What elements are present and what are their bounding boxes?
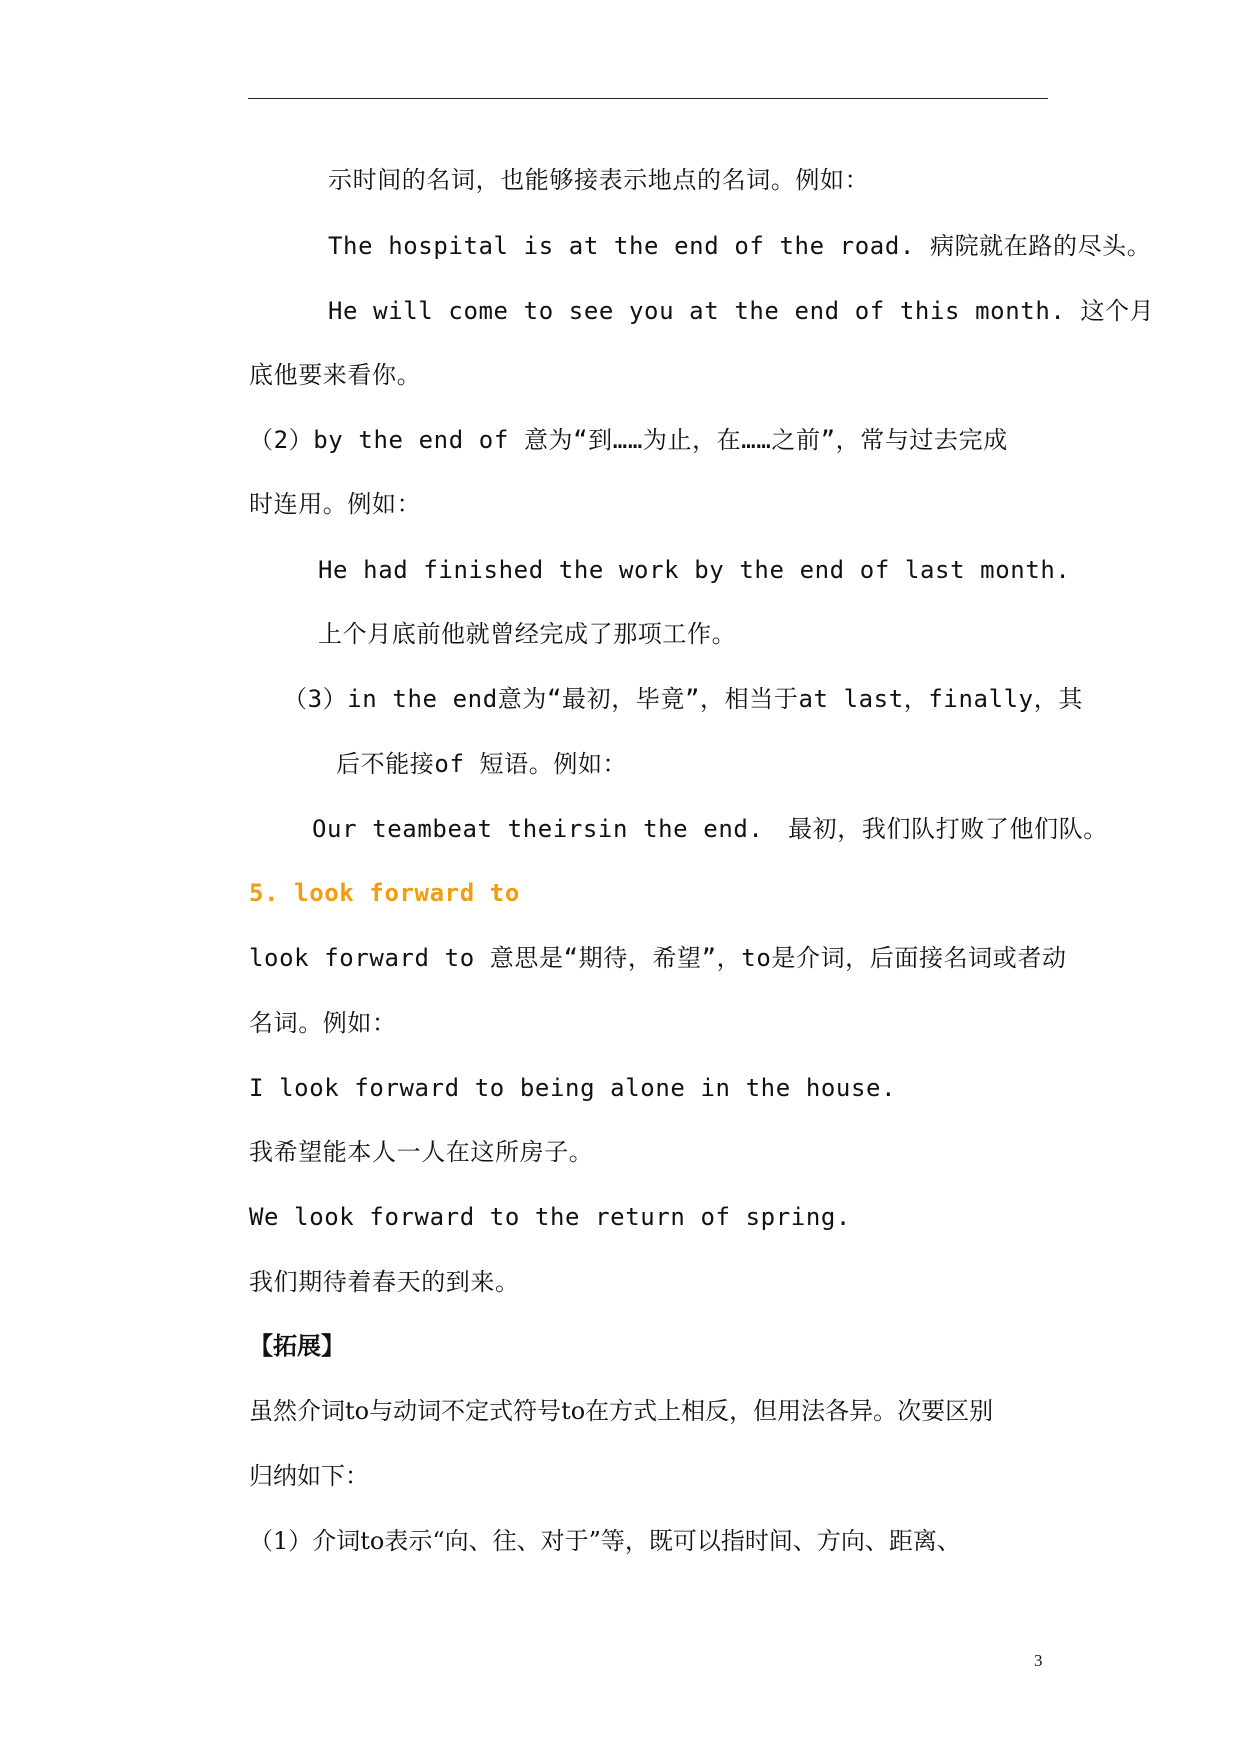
text-line: 示时间的名词，也能够接表示地点的名词。例如： <box>328 166 870 194</box>
expansion-heading: 【拓展】 <box>249 1331 345 1360</box>
text-line: The hospital is at the end of the road. 病院就在路的尽头。 <box>328 232 1152 260</box>
text-line: 时连用。例如： <box>249 490 422 518</box>
text-line: 归纳如下： <box>249 1462 369 1490</box>
text-line: 我们期待着春天的到来。 <box>249 1268 520 1296</box>
text-line: 名词。例如： <box>249 1009 397 1037</box>
text-line: I look forward to being alone in the house. <box>249 1074 897 1102</box>
text-line: （1）介词to表示“向、往、对于”等，既可以指时间、方向、距离、 <box>249 1527 961 1555</box>
text-line: Our teambeat theirsin the end. 最初，我们队打败了他们队。 <box>312 815 1108 843</box>
page-number: 3 <box>1034 1651 1043 1670</box>
text-line: We look forward to the return of spring. <box>249 1203 851 1231</box>
text-line: 底他要来看你。 <box>249 361 422 389</box>
text-line: 虽然介词to与动词不定式符号to在方式上相反，但用法各异。次要区别 <box>249 1397 994 1425</box>
text-line: He will come to see you at the end of this month. 这个月 <box>328 297 1155 325</box>
text-line: 上个月底前他就曾经完成了那项工作。 <box>318 620 737 648</box>
header-rule <box>248 98 1048 99</box>
section-heading: 5. look forward to <box>249 879 520 907</box>
text-line: He had finished the work by the end of last month. <box>318 556 1071 584</box>
text-line: 后不能接of 短语。例如： <box>336 750 628 778</box>
text-line: （2）by the end of 意为“到……为止，在……之前”，常与过去完成 <box>249 426 1008 454</box>
text-line: （3）in the end意为“最初，毕竟”，相当于at last，finally，其 <box>283 685 1083 713</box>
text-line: look forward to 意思是“期待，希望”，to是介词，后面接名词或者动 <box>249 944 1067 972</box>
text-line: 我希望能本人一人在这所房子。 <box>249 1138 594 1166</box>
